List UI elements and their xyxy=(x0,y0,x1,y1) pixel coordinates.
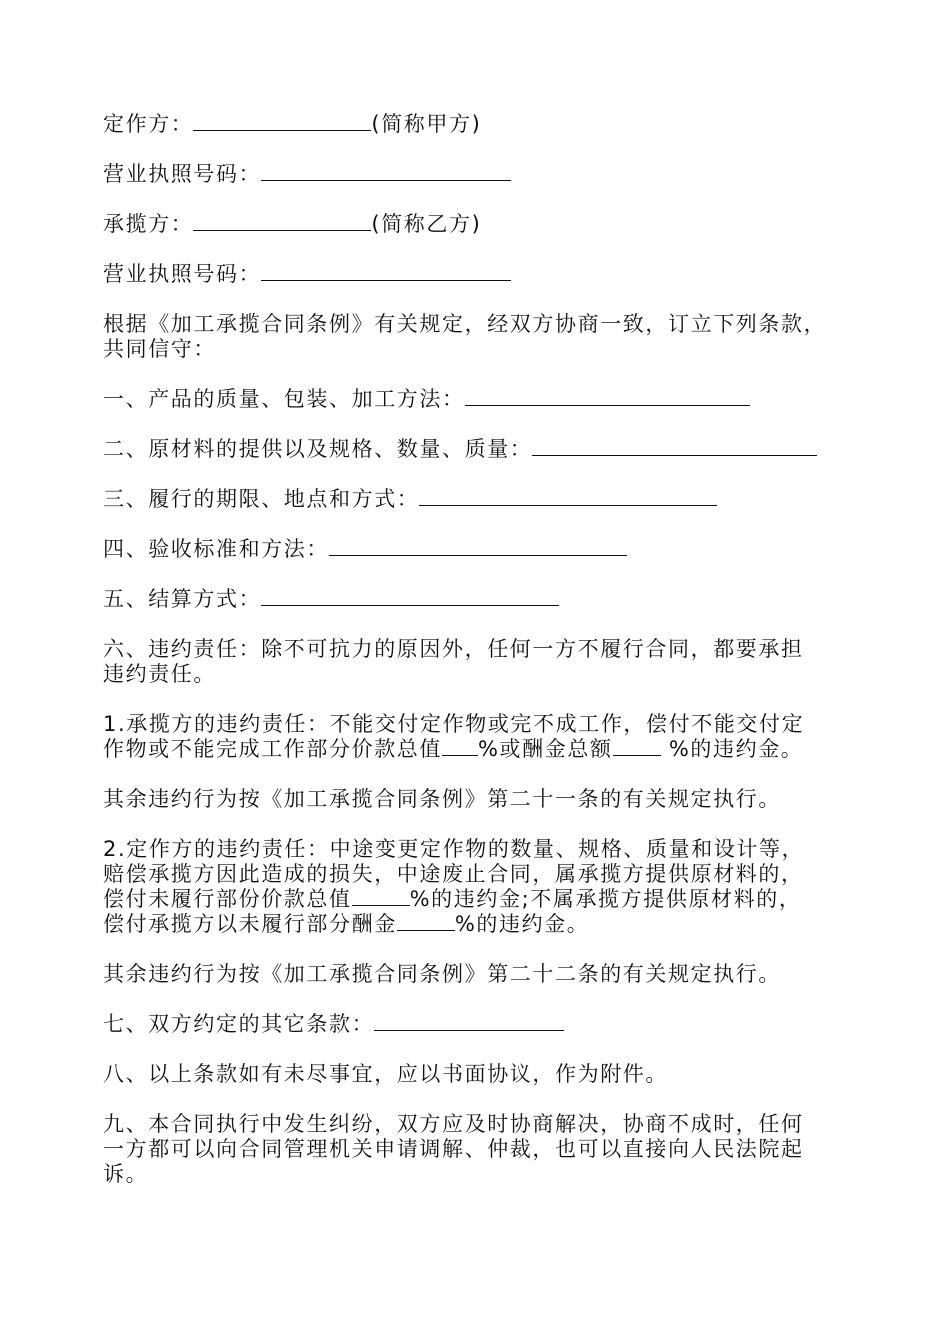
item-1-blank-1 xyxy=(442,737,478,756)
license-b-line xyxy=(103,262,863,287)
party-b-blank xyxy=(193,212,371,231)
clause-3 xyxy=(103,487,863,512)
clause-5-text: 五、结算方式： xyxy=(103,587,262,611)
party-a-suffix: (简称甲方) xyxy=(371,112,482,136)
clause-2-text: 二、原材料的提供以及规格、数量、质量： xyxy=(103,437,533,461)
contract-page xyxy=(103,112,863,1212)
item-1-blank-2 xyxy=(613,737,661,756)
rest-rule-1 xyxy=(103,787,863,812)
item-2-line-3-a: 偿付未履行部份价款总值 xyxy=(103,887,352,911)
party-a-blank xyxy=(193,112,371,131)
item-2-line-2: 赔偿承揽方因此造成的损失，中途废止合同，属承揽方提供原材料的， xyxy=(103,862,804,886)
clause-7-text: 七、双方约定的其它条款： xyxy=(103,1012,375,1036)
clause-2 xyxy=(103,437,863,462)
clause-1 xyxy=(103,387,863,412)
item-1-line-2-a: 作物或不能完成工作部分价款总值 xyxy=(103,737,442,761)
license-a-line xyxy=(103,162,863,187)
clause-4-blank xyxy=(329,537,627,556)
clause-8-text: 八、以上条款如有未尽事宜，应以书面协议，作为附件。 xyxy=(103,1062,668,1086)
clause-4-text: 四、验收标准和方法： xyxy=(103,537,329,561)
clause-7-blank xyxy=(374,1012,564,1031)
license-a-blank xyxy=(261,162,511,181)
clause-3-text: 三、履行的期限、地点和方式： xyxy=(103,487,420,511)
item-2-line-4-b: %的违约金。 xyxy=(454,912,590,936)
item-2-line-1: 2.定作方的违约责任：中途变更定作物的数量、规格、质量和设计等， xyxy=(103,837,805,861)
clause-6-line-2: 违约责任。 xyxy=(103,662,216,686)
item-2-line-4-a: 偿付承揽方以未履行部分酬金 xyxy=(103,912,397,936)
clause-3-blank xyxy=(419,487,717,506)
clause-9-line-1: 九、本合同执行中发生纠纷，双方应及时协商解决，协商不成时，任何 xyxy=(103,1112,804,1136)
item-1-line-2-c: %的违约金。 xyxy=(660,737,804,761)
clause-4 xyxy=(103,537,863,562)
clause-1-blank xyxy=(465,387,750,406)
item-2-line-4 xyxy=(103,912,863,937)
intro-line-2: 共同信守： xyxy=(103,337,216,361)
license-a-label: 营业执照号码： xyxy=(103,162,262,186)
liability-item-2 xyxy=(103,837,863,937)
clause-5 xyxy=(103,587,863,612)
clause-8 xyxy=(103,1062,863,1087)
item-1-line-1: 1.承揽方的违约责任：不能交付定作物或完不成工作，偿付不能交付定 xyxy=(103,712,805,736)
clause-9 xyxy=(103,1112,863,1187)
item-2-blank-1 xyxy=(352,887,410,906)
item-2-blank-2 xyxy=(397,912,455,931)
party-a-label: 定作方： xyxy=(103,112,194,136)
item-1-line-2 xyxy=(103,737,863,762)
liability-item-1 xyxy=(103,712,863,762)
license-b-blank xyxy=(261,262,511,281)
party-b-line xyxy=(103,212,863,237)
party-b-suffix: (简称乙方) xyxy=(371,212,482,236)
item-2-line-3 xyxy=(103,887,863,912)
intro-line-1: 根据《加工承揽合同条例》有关规定，经双方协商一致，订立下列条款， xyxy=(103,312,827,336)
clause-1-text: 一、产品的质量、包装、加工方法： xyxy=(103,387,465,411)
clause-6 xyxy=(103,637,863,687)
rest-rule-2 xyxy=(103,962,863,987)
party-b-label: 承揽方： xyxy=(103,212,194,236)
clause-2-blank xyxy=(532,437,817,456)
clause-7 xyxy=(103,1012,863,1037)
item-2-line-3-b: %的违约金;不属承揽方提供原材料的， xyxy=(409,887,802,911)
rest-rule-2-text: 其余违约行为按《加工承揽合同条例》第二十二条的有关规定执行。 xyxy=(103,962,781,986)
clause-9-line-3: 诉。 xyxy=(103,1162,149,1186)
rest-rule-1-text: 其余违约行为按《加工承揽合同条例》第二十一条的有关规定执行。 xyxy=(103,787,781,811)
intro-paragraph xyxy=(103,312,863,362)
clause-9-line-2: 一方都可以向合同管理机关申请调解、仲裁，也可以直接向人民法院起 xyxy=(103,1137,804,1161)
clause-5-blank xyxy=(261,587,559,606)
item-1-line-2-b: %或酬金总额 xyxy=(478,737,613,761)
license-b-label: 营业执照号码： xyxy=(103,262,262,286)
clause-6-line-1: 六、违约责任：除不可抗力的原因外，任何一方不履行合同，都要承担 xyxy=(103,637,804,661)
party-a-line xyxy=(103,112,863,137)
